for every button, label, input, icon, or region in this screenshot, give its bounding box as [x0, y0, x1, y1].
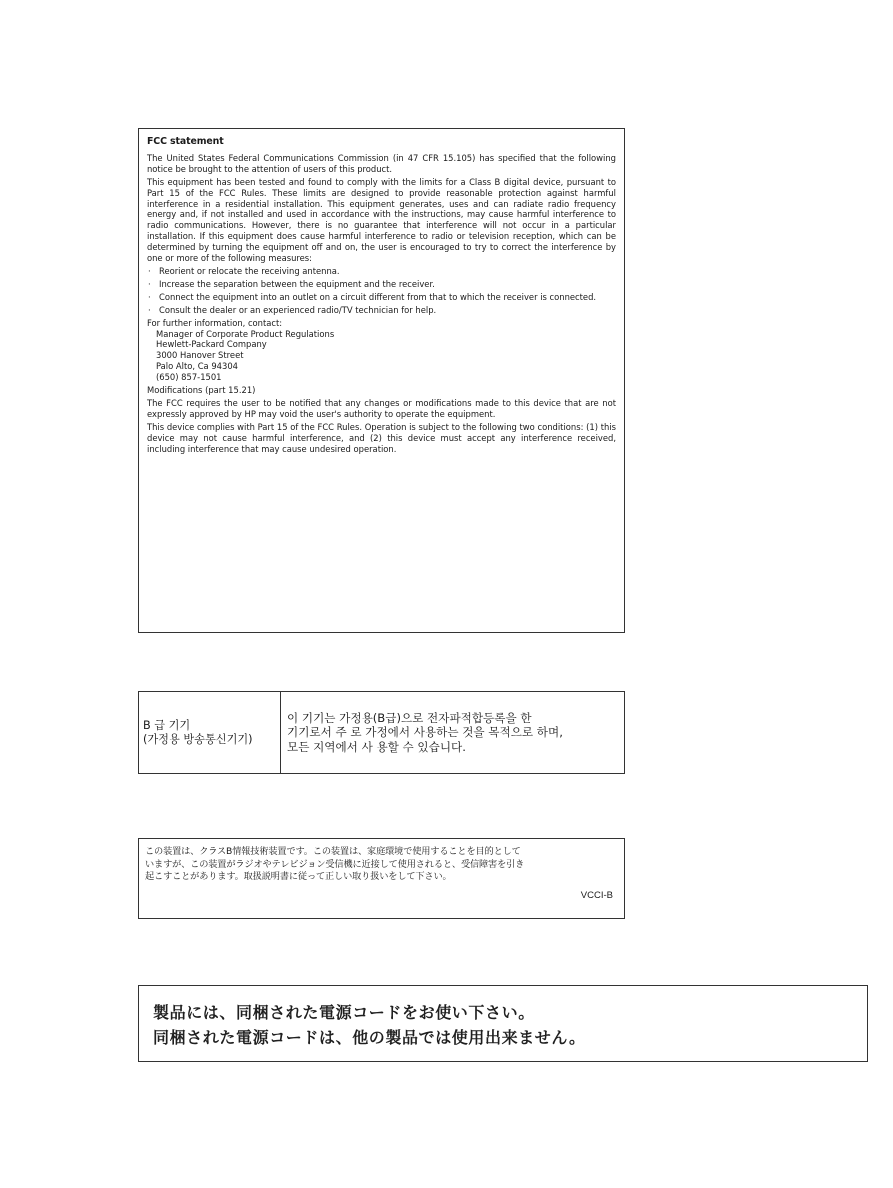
fcc-measure-item: · Increase the separation between the equipment and the receiver.: [147, 279, 616, 290]
fcc-contact-address: [147, 329, 616, 384]
vcci-text: [145, 846, 619, 884]
fcc-measure-item: · Reorient or relocate the receiving antenna.: [147, 266, 616, 277]
fcc-compliance-text: This device complies with Part 15 of the FCC Rules. Operation is subject to the following two conditions: (1) this device may not cause harmful interference, and (2) this device must accept any interference received, including interference that may cause undesired operation.: [147, 421, 616, 454]
korea-statement-line: 모든 지역에서 사 용할 수 있습니다.: [287, 739, 466, 754]
fcc-measure-item: · Consult the dealer or an experienced radio/TV technician for help.: [147, 305, 616, 316]
fcc-contact-line: (650) 857-1501: [156, 372, 222, 383]
power-cord-notice-line: 製品には、同梱された電源コードをお使い下さい。: [153, 1003, 535, 1022]
fcc-contact-line: Hewlett-Packard Company: [156, 339, 267, 350]
vcci-statement-box: [138, 838, 625, 919]
korea-statement-line: 이 기기는 가정용(B급)으로 전자파적합등록을 한: [287, 710, 532, 725]
fcc-measures-list: [147, 266, 616, 316]
korea-statement-cell: [281, 692, 624, 773]
fcc-intro: The United States Federal Communications Commission (in 47 CFR 15.105) has specified that the following notice be brought to the attention of users of this product.: [147, 152, 616, 174]
fcc-contact-line: 3000 Hanover Street: [156, 350, 244, 361]
korea-class-label: B 급 기기: [143, 718, 191, 732]
vcci-text-line: いますが、この装置がラジオやテレビジョン受信機に近接して使用されると、受信障害を引き: [145, 858, 525, 870]
vcci-text-line: この装置は、クラスB情報技術装置です。この装置は、家庭環境で使用することを目的として: [145, 846, 521, 857]
korea-class-sublabel: (가정용 방송통신기기): [143, 732, 253, 746]
korea-statement-line: 기기로서 주 로 가정에서 사용하는 것을 목적으로 하며,: [287, 725, 563, 740]
fcc-contact-line: Palo Alto, Ca 94304: [156, 361, 238, 372]
fcc-modifications-heading: Modifications (part 15.21): [147, 385, 256, 396]
korea-class-b-table: [138, 691, 625, 774]
korea-class-label-cell: [139, 692, 281, 773]
fcc-measure-item: · Connect the equipment into an outlet on a circuit different from that to which the receiver is connected.: [147, 292, 616, 303]
fcc-title: FCC statement: [147, 136, 224, 147]
fcc-statement-box: [138, 128, 625, 633]
fcc-body: This equipment has been tested and found to comply with the limits for a Class B digital device, pursuant to Part 15 of the FCC Rules. These limits are designed to provide reasonable protection against harmful interference in a residential installation. This equipment generates, uses and can radiate radio frequency energy and, if not installed and used in accordance with the instructions, may cause harmful interference to radio communications. However, there is no guarantee that interference will not occur in a particular installation. If this equipment does cause harmful interference to radio or television reception, which can be determined by turning the equipment off and on, the user is encouraged to try to correct the interference by one or more of the following measures:: [147, 176, 616, 264]
power-cord-notice-line: 同梱された電源コードは、他の製品では使用出来ません。: [153, 1028, 586, 1047]
vcci-mark: VCCI-B: [580, 889, 613, 901]
fcc-contact-line: Manager of Corporate Product Regulations: [156, 328, 335, 339]
fcc-modifications-text: The FCC requires the user to be notified that any changes or modifications made to this device that are not expressly approved by HP may void the user's authority to operate the equipment.: [147, 397, 616, 419]
vcci-text-line: 起こすことがあります。取扱説明書に従って正しい取り扱いをして下さい。: [145, 871, 452, 883]
fcc-contact-intro: For further information, contact:: [147, 317, 283, 328]
power-cord-notice-box: [138, 985, 868, 1062]
fcc-contact: [147, 318, 616, 383]
